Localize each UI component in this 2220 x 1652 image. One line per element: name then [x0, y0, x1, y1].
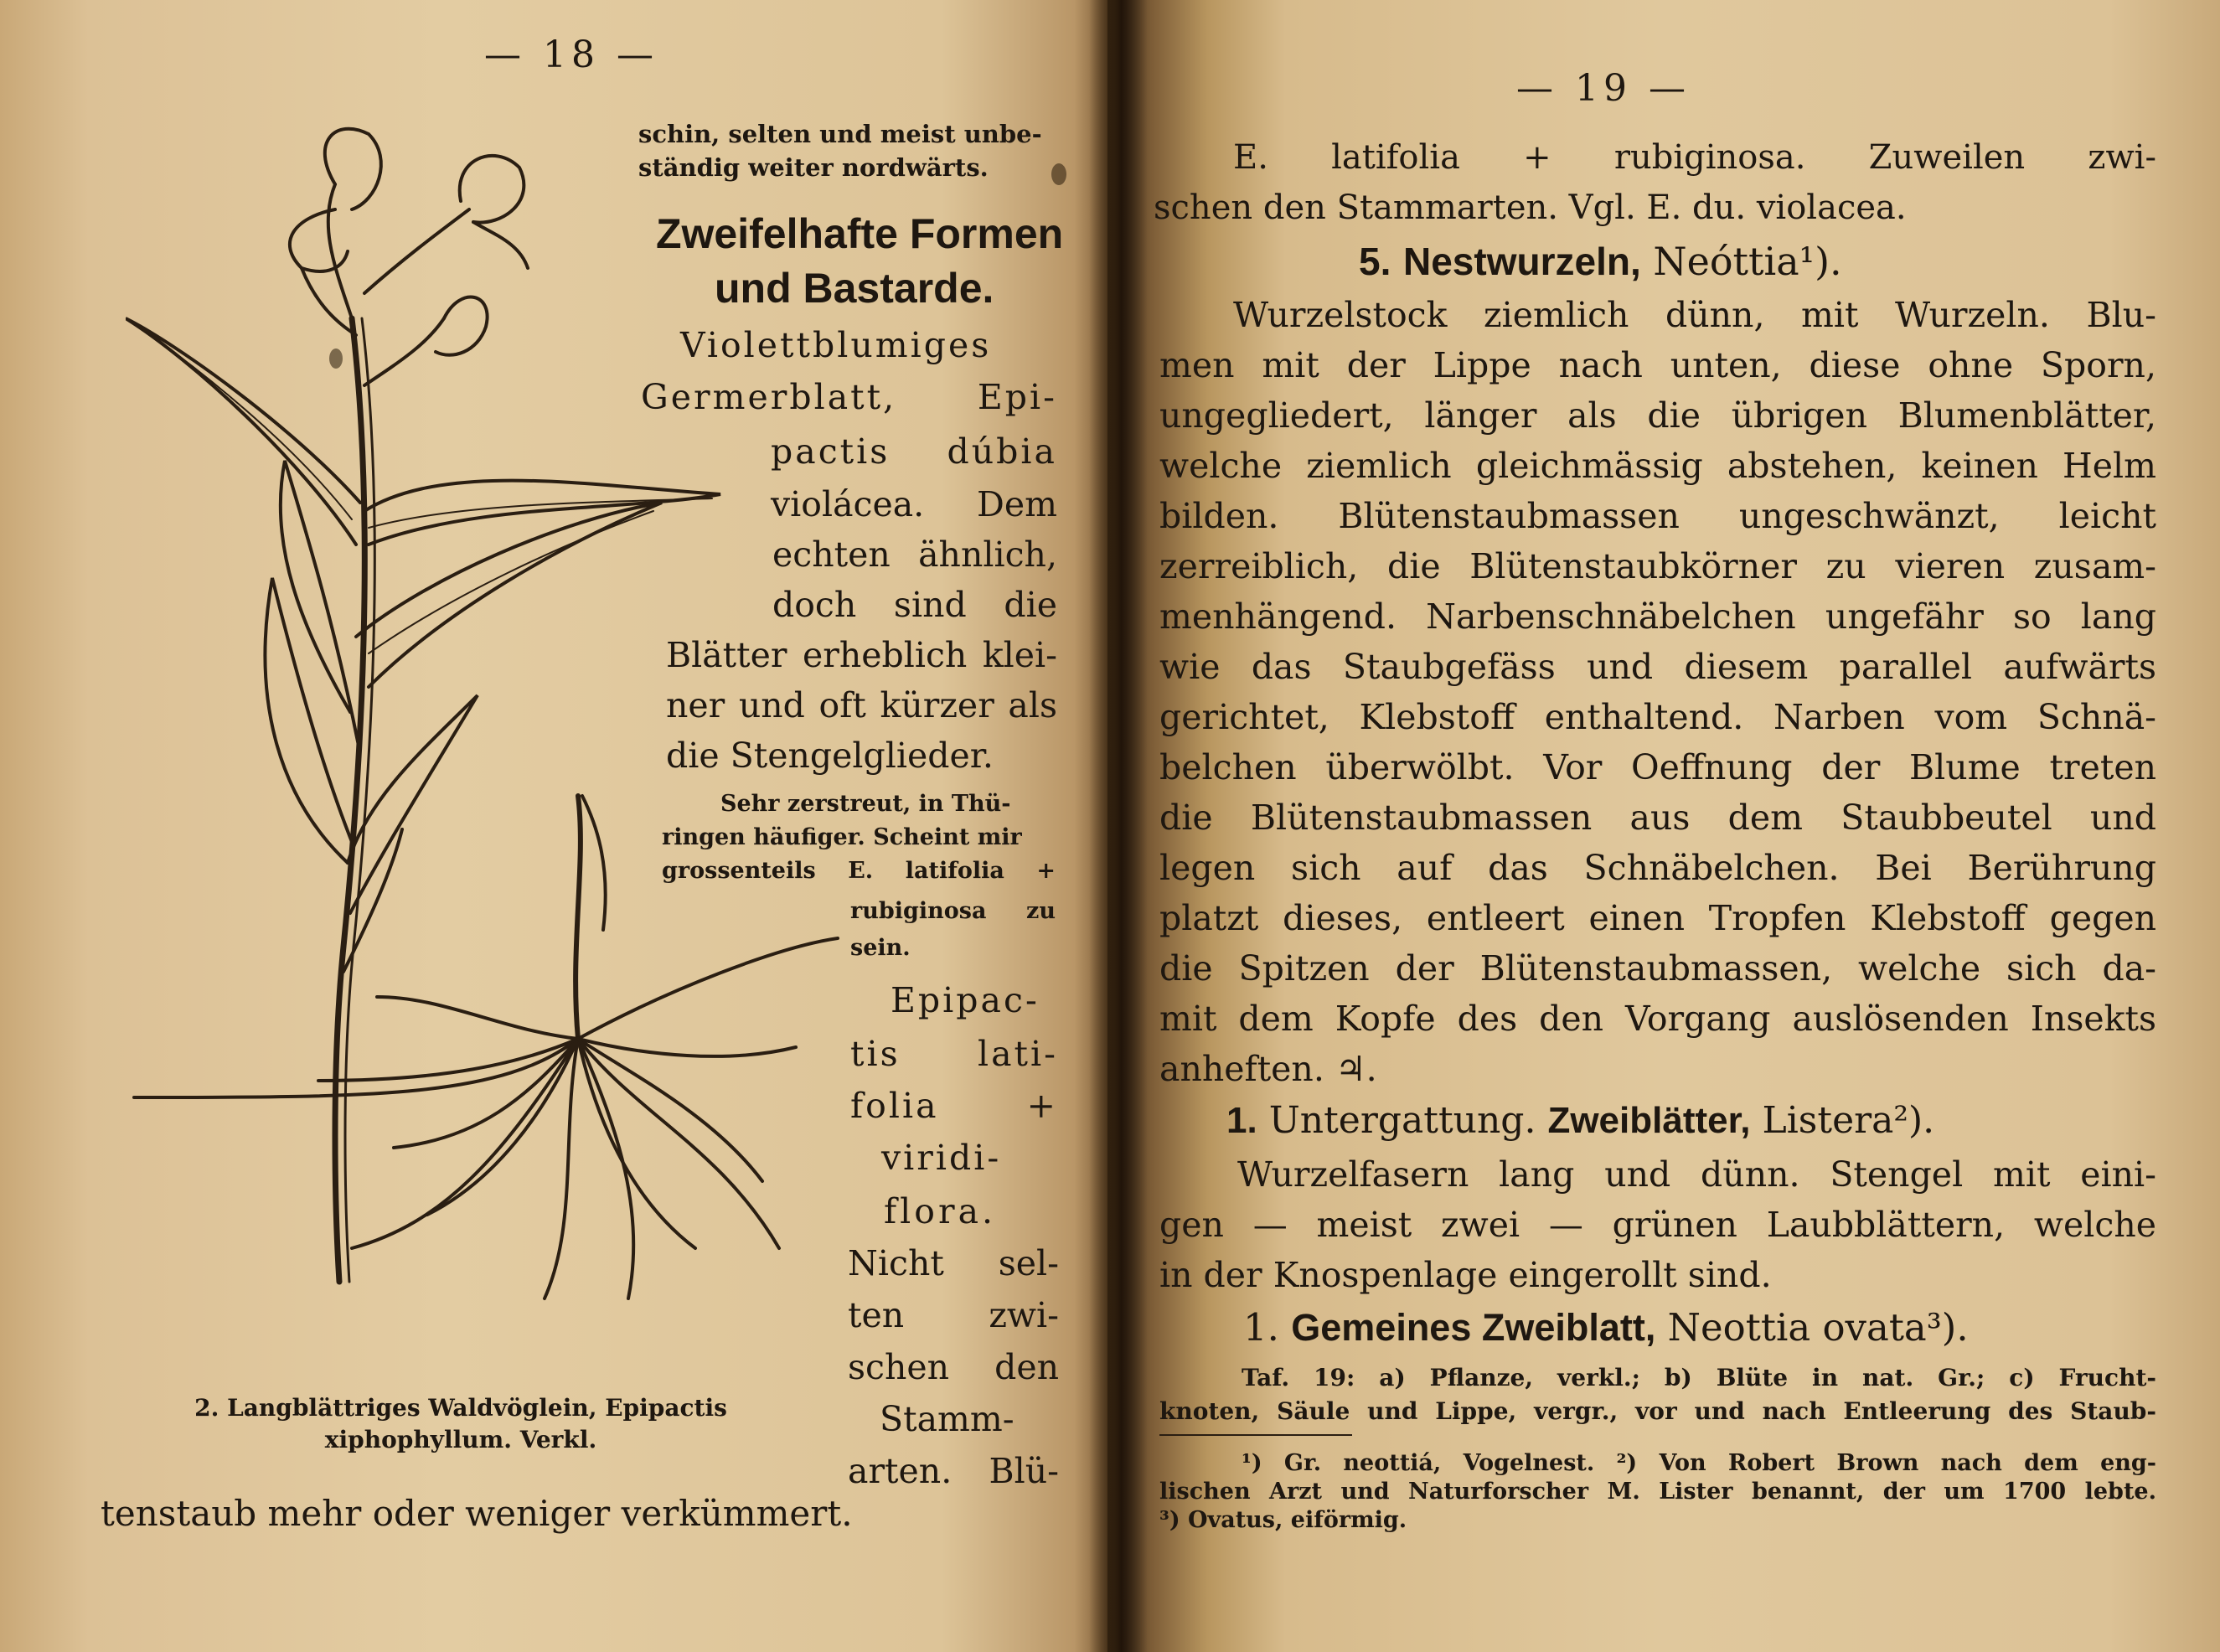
para1-line-15: mit dem Kopfe des den Vorgang auslösenden Insekts — [1159, 999, 2156, 1039]
section-5-heading — [1359, 239, 1842, 284]
violett-line-5: echten ähnlich, — [772, 534, 1057, 575]
para1-line-3: ungegliedert, länger als die übrigen Blumenblätter, — [1159, 395, 2156, 436]
epipactis-line-4: viridi- — [881, 1138, 1002, 1178]
footnote-line-3: ³) Ovatus, eiförmig. — [1159, 1507, 1407, 1533]
violett-line-7: Blätter erheblich klei- — [666, 635, 1057, 675]
note-line-2: ringen häufiger. Scheint mir — [662, 824, 1022, 850]
figure-caption-line-1: 2. Langblättriges Waldvöglein, Epipactis — [194, 1394, 727, 1422]
epipactis-line-6: Nicht sel- — [848, 1243, 1059, 1283]
intro-line-2: ständig weiter nordwärts. — [638, 153, 989, 182]
stain — [1051, 163, 1066, 185]
para1-line-12: legen sich auf das Schnäbelchen. Bei Berührung — [1159, 848, 2156, 888]
epipactis-line-5: flora. — [884, 1191, 997, 1231]
final-line: tenstaub mehr oder weniger verkümmert. — [101, 1493, 853, 1534]
para2-line-3: in der Knospenlage eingerollt sind. — [1159, 1255, 1772, 1295]
epipactis-line-9: Stamm- — [880, 1399, 1014, 1439]
taf-line-1: Taf. 19: a) Pflanze, verkl.; b) Blüte in nat. Gr.; c) Frucht- — [1242, 1364, 2156, 1391]
para1-line-14: die Spitzen der Blütenstaubmassen, welche sich da- — [1159, 948, 2156, 989]
right-page — [1107, 0, 2220, 1652]
epipactis-line-1: Epipac- — [891, 980, 1040, 1020]
untergattung-label: Untergattung. — [1257, 1099, 1548, 1142]
para2-line-1: Wurzelfasern lang und dünn. Stengel mit eini- — [1237, 1154, 2156, 1195]
untergattung-heading — [1226, 1099, 1934, 1142]
para1-line-5: bilden. Blütenstaubmassen ungeschwänzt, leicht — [1159, 496, 2156, 536]
note-line-3: grossenteils E. latifolia + — [662, 858, 1056, 884]
footnote-divider — [1159, 1434, 1352, 1436]
section-5-number: 5. — [1359, 240, 1391, 283]
para1-line-16: anheften. ♃. — [1159, 1049, 1377, 1089]
footnote-line-2: lischen Arzt und Naturforscher M. Lister benannt, der um 1700 lebte. — [1159, 1479, 2156, 1505]
violett-line-2: Germerblatt, Epi- — [641, 377, 1057, 417]
species-name: Gemeines Zweiblatt, — [1291, 1306, 1656, 1349]
epipactis-line-3: folia + — [850, 1086, 1058, 1126]
epipactis-line-8: schen den — [848, 1347, 1059, 1387]
para1-line-6: zerreiblich, die Blütenstaubkörner zu vieren zusam- — [1159, 546, 2156, 586]
violett-line-3: pactis dúbia — [771, 431, 1057, 472]
left-page — [0, 0, 1107, 1652]
epipactis-line-2: tis lati- — [850, 1034, 1058, 1074]
species-latin: Neottia ovata³). — [1655, 1305, 1969, 1350]
note-line-5: sein. — [850, 935, 911, 961]
violett-line-8: ner und oft kürzer als — [666, 685, 1057, 725]
para1-line-1: Wurzelstock ziemlich dünn, mit Wurzeln. Blu- — [1233, 295, 2156, 335]
page-number-left: — 18 — — [484, 34, 658, 76]
para1-line-11: die Blütenstaubmassen aus dem Staubbeutel und — [1159, 798, 2156, 838]
violett-line-1: Violettblumiges — [680, 325, 992, 365]
section-heading-line-1: Zweifelhafte Formen — [656, 210, 1064, 257]
section-heading-line-2: und Bastarde. — [715, 265, 994, 312]
violett-line-6: doch sind die — [772, 585, 1057, 625]
epipactis-line-7: ten zwi- — [848, 1295, 1059, 1335]
species-number: 1. — [1243, 1305, 1292, 1350]
section-5-latin: Neóttia¹). — [1653, 239, 1842, 284]
section-5-name: Nestwurzeln, — [1403, 240, 1641, 283]
para1-line-10: belchen überwölbt. Vor Oeffnung der Blume treten — [1159, 747, 2156, 787]
para1-line-7: menhängend. Narbenschnäbelchen ungefähr so lang — [1159, 596, 2156, 637]
species-heading — [1243, 1305, 1969, 1350]
footnote-line-1: ¹) Gr. neottiá, Vogelnest. ²) Von Robert Brown nach dem eng- — [1242, 1450, 2156, 1476]
para1-line-4: welche ziemlich gleichmässig abstehen, keinen Helm — [1159, 446, 2156, 486]
top-line-1: E. latifolia + rubiginosa. Zuweilen zwi- — [1233, 138, 2156, 177]
note-line-4: rubiginosa zu — [850, 898, 1056, 924]
violett-line-4: violácea. Dem — [771, 484, 1057, 524]
stain — [329, 348, 343, 369]
para1-line-2: men mit der Lippe nach unten, diese ohne Sporn, — [1159, 345, 2156, 385]
page-number-right: — 19 — — [1516, 67, 1691, 110]
untergattung-latin: Listera²). — [1750, 1099, 1935, 1142]
top-line-2: schen den Stammarten. Vgl. E. du. violacea. — [1154, 188, 1907, 227]
para2-line-2: gen — meist zwei — grünen Laubblättern, welche — [1159, 1205, 2156, 1245]
intro-line-1: schin, selten und meist unbe- — [638, 120, 1042, 148]
book-gutter — [1089, 0, 1148, 1652]
taf-line-2: knoten, Säule und Lippe, vergr., vor und nach Entleerung des Staub- — [1159, 1397, 2156, 1425]
note-line-1: Sehr zerstreut, in Thü- — [720, 791, 1011, 817]
figure-caption-line-2: xiphophyllum. Verkl. — [324, 1426, 597, 1453]
para1-line-9: gerichtet, Klebstoff enthaltend. Narben vom Schnä- — [1159, 697, 2156, 737]
violett-line-9: die Stengelglieder. — [666, 736, 994, 776]
untergattung-number: 1. — [1226, 1100, 1257, 1141]
epipactis-line-10: arten. Blü- — [848, 1451, 1059, 1491]
untergattung-name: Zweiblätter, — [1547, 1100, 1751, 1141]
para1-line-13: platzt dieses, entleert einen Tropfen Klebstoff gegen — [1159, 898, 2156, 938]
para1-line-8: wie das Staubgefäss und diesem parallel aufwärts — [1159, 647, 2156, 687]
